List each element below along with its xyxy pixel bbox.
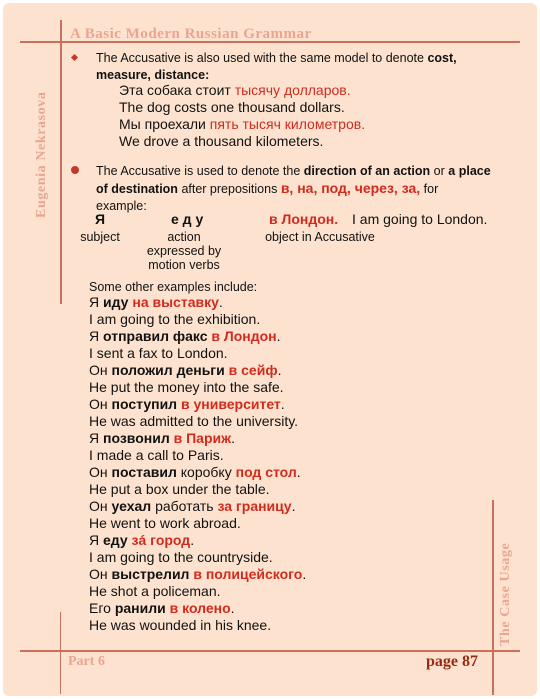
example-ru-r1: в сейф bbox=[228, 362, 278, 378]
example-ru-p3: . bbox=[231, 430, 235, 446]
example-ru-b1: положил деньги bbox=[111, 362, 225, 378]
example-ru-r1: зá город bbox=[131, 532, 191, 548]
sentence-word-subject: Я bbox=[95, 211, 106, 227]
ex2-ru-text: Мы проехали bbox=[119, 116, 206, 132]
example-ru-line bbox=[89, 498, 295, 515]
example-ru-p3: . bbox=[296, 464, 301, 480]
part-label: Part 6 bbox=[68, 654, 105, 669]
example-ru-p1: Он bbox=[89, 396, 108, 412]
example-ru-b1: уехал bbox=[111, 498, 152, 514]
example-ru-r1: под стол bbox=[235, 464, 297, 480]
para1-intro-bold: cost, measure, distance: bbox=[96, 51, 457, 82]
example-2-en: We drove a thousand kilometers. bbox=[119, 133, 324, 149]
example-en-line: He was wounded in his knee. bbox=[89, 617, 272, 633]
example-ru-p3: . bbox=[276, 328, 281, 344]
example-ru-b1: поступил bbox=[111, 396, 178, 412]
example-ru-p3: . bbox=[277, 362, 282, 378]
book-title: A Basic Modern Russian Grammar bbox=[70, 26, 312, 42]
para2-t6: for example: bbox=[96, 182, 439, 213]
label-action bbox=[138, 230, 230, 272]
example-ru-line bbox=[89, 430, 235, 447]
example-ru-r1: в Лондон bbox=[211, 328, 277, 344]
example-ru-r1: в полицейского bbox=[193, 566, 303, 582]
example-ru-b1: поставил bbox=[111, 464, 177, 480]
example-en-line: I made a call to Paris. bbox=[89, 447, 224, 463]
example-ru-b1: выстрелил bbox=[111, 566, 190, 582]
examples-intro: Some other examples include: bbox=[89, 280, 258, 294]
example-ru-line bbox=[89, 532, 194, 549]
example-ru-b1: иду bbox=[103, 294, 129, 310]
example-ru-b1: позвонил bbox=[103, 430, 170, 446]
example-ru-line bbox=[89, 396, 285, 413]
example-en-line: I am going to the countryside. bbox=[89, 549, 273, 565]
example-ru-line bbox=[89, 362, 281, 379]
example-ru-p1: Он bbox=[89, 362, 108, 378]
example-ru-r1: за границу bbox=[217, 498, 292, 514]
example-ru-p1: Я bbox=[89, 294, 100, 310]
example-en-line: He went to work abroad. bbox=[89, 515, 241, 531]
example-ru-p1: Я bbox=[89, 430, 100, 446]
example-ru-r1: на выставку bbox=[132, 294, 219, 310]
example-ru-p1: Я bbox=[89, 532, 100, 548]
label-action-3: motion verbs bbox=[148, 258, 220, 272]
right-rule bbox=[492, 500, 494, 695]
example-ru-p2: работать bbox=[155, 498, 214, 514]
ex1-ru-red: тысячу долларов. bbox=[234, 82, 351, 98]
example-ru-p3: . bbox=[291, 498, 296, 514]
example-ru-b1: еду bbox=[103, 532, 128, 548]
example-ru-p1: Он bbox=[89, 566, 108, 582]
para2-t4: a place of destination bbox=[96, 164, 491, 196]
para1-intro bbox=[96, 50, 491, 84]
example-ru-p1: Он bbox=[89, 464, 108, 480]
circle-bullet-icon bbox=[71, 166, 79, 174]
example-en-line: He was admitted to the university. bbox=[89, 413, 299, 429]
example-ru-p3: . bbox=[230, 600, 235, 616]
para1-intro-text: The Accusative is also used with the same model to denote bbox=[96, 51, 424, 65]
example-ru-r1: в университет bbox=[180, 396, 281, 412]
left-rule-top bbox=[60, 20, 62, 304]
para2-t1: The Accusative is used to denote the bbox=[96, 164, 301, 178]
example-1-ru bbox=[119, 82, 351, 99]
label-subject: subject bbox=[80, 230, 120, 244]
example-en-line: He put a box under the table. bbox=[89, 481, 270, 497]
example-en-line: He shot a policeman. bbox=[89, 583, 221, 599]
example-ru-r1: в Париж bbox=[173, 430, 232, 446]
section-label: The Case Usage bbox=[498, 542, 513, 646]
example-ru-line bbox=[89, 566, 306, 583]
sentence-word-verb: е д у bbox=[171, 211, 204, 227]
example-ru-line bbox=[89, 294, 223, 311]
example-en-line: He put the money into the safe. bbox=[89, 379, 284, 395]
ex1-ru-text: Эта собака стоит bbox=[119, 82, 231, 98]
para2-intro bbox=[96, 163, 492, 215]
example-ru-line bbox=[89, 600, 235, 617]
example-ru-r1: в колено bbox=[169, 600, 231, 616]
example-ru-line bbox=[89, 328, 281, 345]
label-action-1: action bbox=[167, 230, 201, 244]
example-ru-p3: . bbox=[280, 396, 285, 412]
sentence-word-object: в Лондон. bbox=[269, 211, 339, 227]
page-number: page 87 bbox=[426, 653, 478, 670]
example-en-line: I am going to the exhibition. bbox=[89, 311, 261, 327]
example-ru-p1: Его bbox=[89, 600, 111, 616]
label-object: object in Accusative bbox=[265, 230, 375, 244]
example-ru-b1: отправил факс bbox=[103, 328, 208, 344]
example-ru-p2: коробку bbox=[180, 464, 232, 480]
para2-prepositions: в, на, под, через, за, bbox=[280, 180, 421, 196]
label-action-2: expressed by bbox=[146, 244, 222, 258]
example-ru-p3: . bbox=[190, 532, 195, 548]
example-ru-p3: . bbox=[218, 294, 223, 310]
ex2-ru-red: пять тысяч километров. bbox=[209, 116, 366, 132]
sentence-translation: I am going to London. bbox=[352, 211, 488, 227]
para2-t5: after prepositions bbox=[181, 182, 278, 196]
example-1-en: The dog costs one thousand dollars. bbox=[119, 99, 345, 115]
bottom-rule bbox=[20, 650, 520, 652]
author-name: Eugenia Nekrasova bbox=[34, 91, 49, 218]
example-ru-line bbox=[89, 464, 301, 481]
para2-t2: direction of an action bbox=[303, 164, 431, 178]
example-2-ru bbox=[119, 116, 365, 133]
example-ru-p1: Он bbox=[89, 498, 108, 514]
example-ru-b1: ранили bbox=[114, 600, 166, 616]
example-ru-p3: . bbox=[302, 566, 307, 582]
para2-t3: or bbox=[433, 164, 445, 178]
left-rule-bottom bbox=[60, 612, 61, 694]
example-ru-p1: Я bbox=[89, 328, 100, 344]
example-en-line: I sent a fax to London. bbox=[89, 345, 228, 361]
